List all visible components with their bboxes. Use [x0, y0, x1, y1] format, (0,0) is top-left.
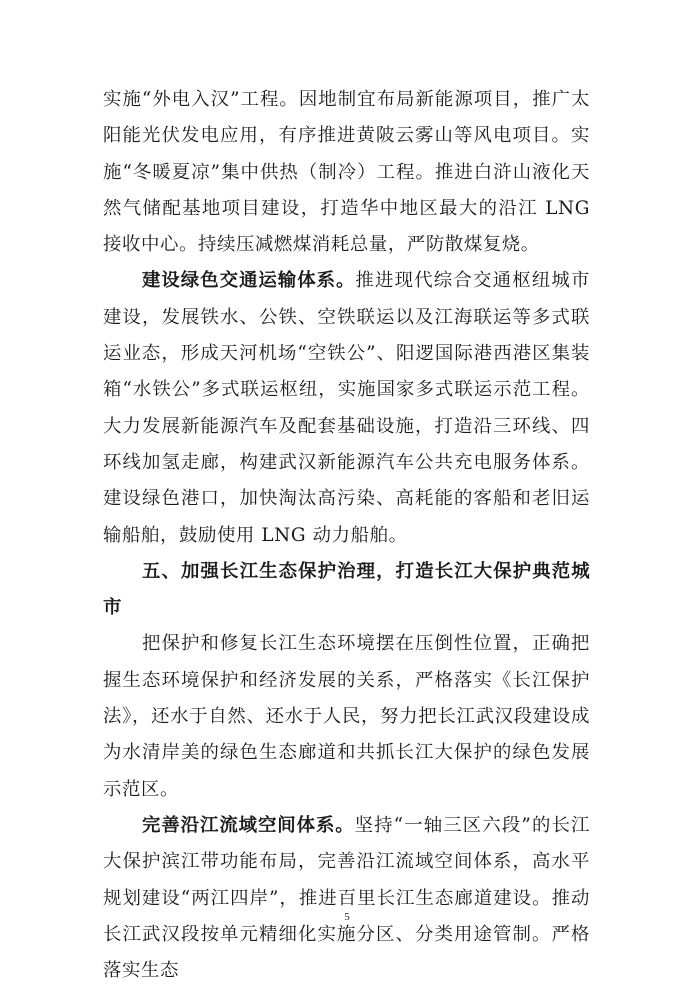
section-lead-riverside-space: 完善沿江流域空间体系。 [142, 814, 355, 836]
paragraph-energy: 实施“外电入汉”工程。因地制宜布局新能源项目，推广太阳能光伏发电应用，有序推进黄陂云雾山等风电项目。实施“冬暖夏凉”集中供热（制冷）工程。推进白浒山液化天然气储配基地项目建设，打造华中地区最大的沿江 LNG 接收中心。持续压减燃煤消耗总量，严防散煤复烧。 [103, 89, 590, 256]
paragraph-green-transport [103, 263, 590, 553]
paragraph-riverside-space-body: 坚持“一轴三区六段”的长江大保护滨江带功能布局，完善沿江流域空间体系，高水平规划建设“两江四岸”，推进百里长江生态廊道建设。推动长江武汉段按单元精细化实施分区、分类用途管制。严格落实生态 [103, 814, 590, 982]
paragraph-yangtze-protection: 把保护和修复长江生态环境摆在压倒性位置，正确把握生态环境保护和经济发展的关系，严格落实《长江保护法》，还水于自然、还水于人民，努力把长江武汉段建设成为水清岸美的绿色生态廊道和共抓长江大保护的绿色发展示范区。 [103, 633, 590, 800]
paragraph-green-transport-body: 推进现代综合交通枢纽城市建设，发展铁水、公铁、空铁联运以及江海联运等多式联运业态，形成天河机场“空铁公”、阳逻国际港西港区集装箱“水铁公”多式联运枢纽，实施国家多式联运示范工程。大力发展新能源汽车及配套基础设施，打造沿三环线、四环线加氢走廊，构建武汉新能源汽车公共充电服务体系。建设绿色港口，加快淘汰高污染、高耗能的客船和老旧运输船舶，鼓励使用 LNG 动力船舶。 [103, 270, 590, 546]
document-body [103, 82, 590, 989]
section-heading-five: 五、加强长江生态保护治理，打造长江大保护典范城市 [103, 560, 590, 619]
page-number: 5 [344, 911, 350, 923]
paragraph-riverside-space [103, 808, 590, 989]
section-lead-green-transport: 建设绿色交通运输体系。 [142, 270, 356, 292]
